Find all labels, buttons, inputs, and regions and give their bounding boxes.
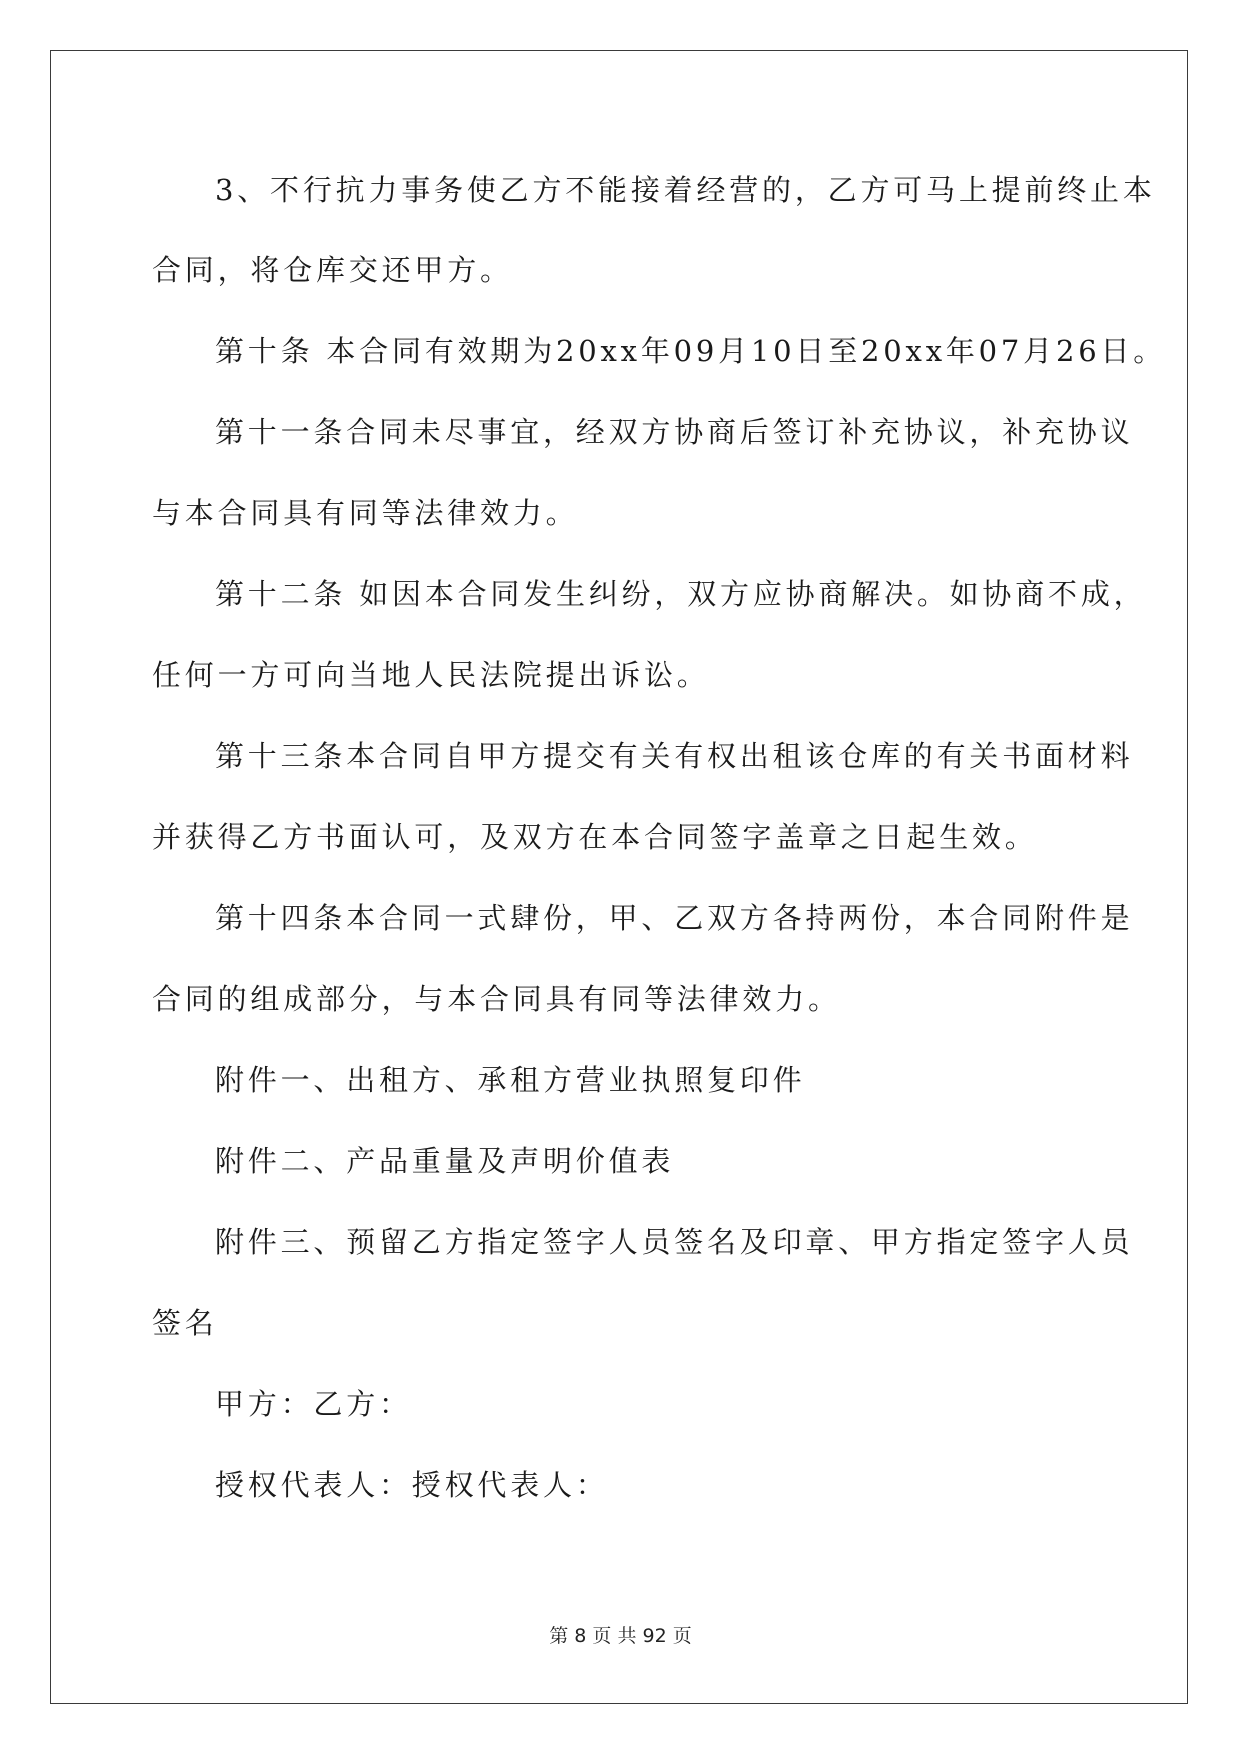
text-line-authorized-representatives: 授权代表人：授权代表人： (215, 1468, 609, 1502)
text-line-attachment-3-cont: 签名 (152, 1306, 218, 1340)
text-line-article-13-cont: 并获得乙方书面认可，及双方在本合同签字盖章之日起生效。 (152, 820, 1038, 854)
page-border (50, 50, 1188, 1704)
text-line-attachment-3: 附件三、预留乙方指定签字人员签名及印章、甲方指定签字人员 (215, 1225, 1134, 1259)
text-line-article-12: 第十二条 如因本合同发生纠纷，双方应协商解决。如协商不成， (215, 577, 1147, 611)
page-number-footer: 第 8 页 共 92 页 (549, 1625, 692, 1647)
text-line-attachment-2: 附件二、产品重量及声明价值表 (215, 1144, 675, 1178)
text-line-party-names: 甲方：乙方： (215, 1387, 412, 1421)
text-line-article-14-cont: 合同的组成部分，与本合同具有同等法律效力。 (152, 982, 841, 1016)
text-line-article-10: 第十条 本合同有效期为20xx年09月10日至20xx年07月26日。 (215, 334, 1167, 368)
text-line-article-12-cont: 任何一方可向当地人民法院提出诉讼。 (152, 658, 710, 692)
text-line-article-13: 第十三条本合同自甲方提交有关有权出租该仓库的有关书面材料 (215, 739, 1134, 773)
text-line-article-11-cont: 与本合同具有同等法律效力。 (152, 496, 579, 530)
text-line-attachment-1: 附件一、出租方、承租方营业执照复印件 (215, 1063, 806, 1097)
text-line-article-11: 第十一条合同未尽事宜，经双方协商后签订补充协议，补充协议 (215, 415, 1134, 449)
text-line-article-9-item-3-cont: 合同，将仓库交还甲方。 (152, 253, 513, 287)
text-line-article-14: 第十四条本合同一式肆份，甲、乙双方各持两份，本合同附件是 (215, 901, 1134, 935)
text-line-article-9-item-3: 3、不行抗力事务使乙方不能接着经营的，乙方可马上提前终止本 (215, 173, 1156, 207)
